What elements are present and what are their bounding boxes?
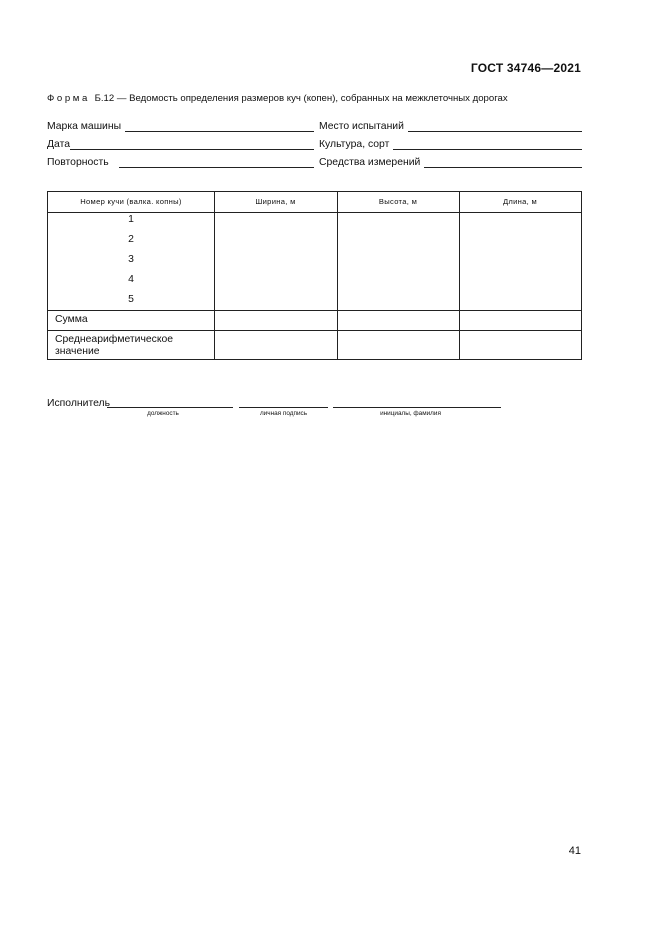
table-row-divider (48, 212, 581, 213)
table-header-length: Длина, м (502, 197, 538, 206)
measurement-table (47, 191, 582, 360)
signature-line-name[interactable] (333, 407, 501, 408)
field-machine-line[interactable] (125, 121, 314, 132)
form-prefix: Форма (47, 93, 90, 104)
table-row-sum: Сумма (55, 314, 88, 325)
table-row-number: 4 (128, 274, 134, 285)
table-row-number: 5 (128, 294, 134, 305)
signature-caption-position: должность (147, 410, 179, 417)
table-row-number: 1 (128, 214, 134, 225)
field-machine-label: Марка машины (47, 121, 122, 132)
field-crop (319, 136, 582, 150)
table-header-number: Номер кучи (валка. копны) (80, 197, 182, 206)
signature-label: Исполнитель (47, 398, 110, 409)
field-crop-line[interactable] (393, 139, 582, 150)
field-instruments-line[interactable] (424, 157, 582, 168)
table-header-width: Ширина, м (255, 197, 296, 206)
field-date-line[interactable] (70, 139, 314, 150)
table-col-divider (459, 192, 460, 359)
field-place-line[interactable] (408, 121, 582, 132)
page-number: 41 (568, 845, 581, 857)
field-repeat-label: Повторность (47, 157, 109, 168)
signature-line-position[interactable] (107, 407, 233, 408)
table-row-divider (48, 310, 581, 311)
standard-number: ГОСТ 34746—2021 (470, 61, 581, 75)
field-place (319, 118, 582, 132)
form-caption: Б.12 — Ведомость определения размеров куч (копен), собранных на межклеточных дорогах (94, 93, 508, 104)
table-col-divider (337, 192, 338, 359)
table-row-mean: Среднеарифметическое значение (55, 334, 174, 357)
table-row-number: 3 (128, 254, 134, 265)
field-repeat (47, 154, 314, 168)
field-place-label: Место испытаний (319, 121, 404, 132)
field-machine (47, 118, 314, 132)
signature-caption-name: инициалы, фамилия (380, 410, 441, 417)
signature-line-sign[interactable] (239, 407, 328, 408)
field-instruments (319, 154, 582, 168)
field-crop-label: Культура, сорт (319, 139, 390, 150)
field-instruments-label: Средства измерений (319, 157, 421, 168)
field-repeat-line[interactable] (119, 157, 314, 168)
table-row-divider (48, 330, 581, 331)
field-date (47, 136, 314, 150)
form-title (47, 93, 508, 104)
table-header-height: Высота, м (378, 197, 418, 206)
field-date-label: Дата (47, 139, 71, 150)
table-col-divider (214, 192, 215, 359)
table-row-number: 2 (128, 234, 134, 245)
signature-caption-sign: личная подпись (259, 410, 308, 417)
